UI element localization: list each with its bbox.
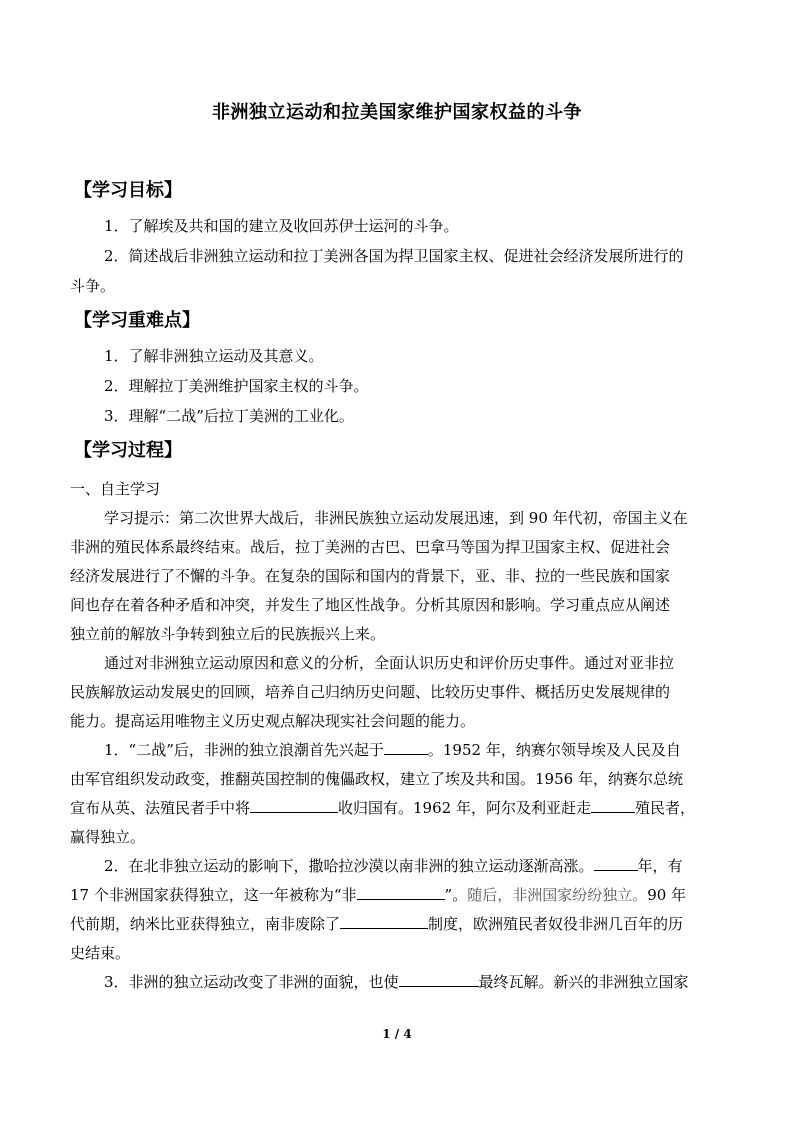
question-1-text: 1．“二战”后，非洲的独立浪潮首先兴起于 (104, 741, 384, 759)
fill-blank[interactable] (250, 798, 338, 813)
question-3-text: 最终瓦解。新兴的非洲独立国家 (478, 973, 689, 991)
goal-item: 2．简述战后非洲独立运动和拉丁美洲各国为捍卫国家主权、促进社会经济发展所进行的 (104, 247, 684, 265)
fill-blank[interactable] (399, 972, 479, 987)
fill-blank[interactable] (594, 856, 638, 871)
key-point-item: 3．理解“二战”后拉丁美洲的工业化。 (104, 407, 354, 425)
question-1-line: 由军官组织发动政变，推翻英国控制的傀儡政权，建立了埃及共和国。1956 年，纳赛尔总统 (70, 770, 683, 788)
question-2-text: 随后，非洲国家纷纷独立。 (467, 886, 648, 904)
goals-heading: 【学习目标】 (74, 180, 182, 201)
hint-line: 学习提示：第二次世界大战后，非洲民族独立运动发展迅速，到 90 年代初，帝国主义在 (104, 509, 688, 527)
question-2-text: 制度，欧洲殖民者奴役非洲几百年的历 (428, 915, 684, 933)
fill-blank[interactable] (357, 885, 445, 900)
question-2-text: 17 个非洲国家获得独立，这一年被称为“非 (70, 886, 357, 904)
page-number: 1 / 4 (382, 1027, 412, 1041)
question-1-line (70, 798, 695, 818)
question-2-line (70, 914, 683, 934)
question-2-line (70, 885, 686, 905)
hint-line: 经济发展进行了不懈的斗争。在复杂的国际和国内的背景下，亚、非、拉的一些民族和国家 (70, 567, 671, 585)
key-point-item: 2．理解拉丁美洲维护国家主权的斗争。 (104, 377, 369, 395)
hint-line: 独立前的解放斗争转到独立后的民族振兴上来。 (70, 625, 386, 643)
question-1-text: 宣布从英、法殖民者手中将 (70, 799, 251, 817)
question-1-line (104, 740, 681, 760)
fill-blank[interactable] (591, 798, 635, 813)
part-title: 一、自主学习 (70, 480, 161, 498)
question-2-text: 2．在北非独立运动的影响下，撒哈拉沙漠以南非洲的独立运动逐渐高涨。 (104, 857, 594, 875)
question-2-text: 年，有 (637, 857, 683, 875)
goal-item: 斗争。 (70, 277, 116, 295)
question-3-text: 3．非洲的独立运动改变了非洲的面貌，也使 (104, 973, 399, 991)
question-1-text: 。1952 年，纳赛尔领导埃及人民及自 (427, 741, 681, 759)
process-heading: 【学习过程】 (74, 440, 182, 461)
fill-blank[interactable] (340, 914, 428, 929)
question-3-line (104, 972, 689, 992)
question-2-line (104, 856, 683, 876)
question-1-text: 收归国有。1962 年，阿尔及利亚赶走 (338, 799, 591, 817)
analysis-line: 民族解放运动发展史的回顾，培养自己归纳历史问题、比较历史事件、概括历史发展规律的 (70, 683, 671, 701)
key-point-item: 1．了解非洲独立运动及其意义。 (104, 347, 324, 365)
goal-item: 1．了解埃及共和国的建立及收回苏伊士运河的斗争。 (104, 217, 459, 235)
question-2-text: 代前期，纳米比亚获得独立，南非废除了 (70, 915, 341, 933)
analysis-line: 通过对非洲独立运动原因和意义的分析，全面认识历史和评价历史事件。通过对亚非拉 (104, 654, 675, 672)
question-2-text: 90 年 (647, 886, 687, 904)
fill-blank[interactable] (384, 740, 428, 755)
question-1-text: 殖民者， (634, 799, 695, 817)
hint-line: 非洲的殖民体系最终结束。战后，拉丁美洲的古巴、巴拿马等国为捍卫国家主权、促进社会 (70, 538, 671, 556)
question-1-line: 赢得独立。 (70, 828, 146, 846)
analysis-line: 能力。提高运用唯物主义历史观点解决现实社会问题的能力。 (70, 712, 476, 730)
hint-line: 间也存在着各种矛盾和冲突，并发生了地区性战争。分析其原因和影响。学习重点应从阐述 (70, 596, 671, 614)
question-2-line: 史结束。 (70, 944, 131, 962)
document-title: 非洲独立运动和拉美国家维护国家权益的斗争 (212, 102, 582, 123)
question-2-text: ”。 (444, 886, 468, 904)
key-points-heading: 【学习重难点】 (74, 310, 200, 331)
